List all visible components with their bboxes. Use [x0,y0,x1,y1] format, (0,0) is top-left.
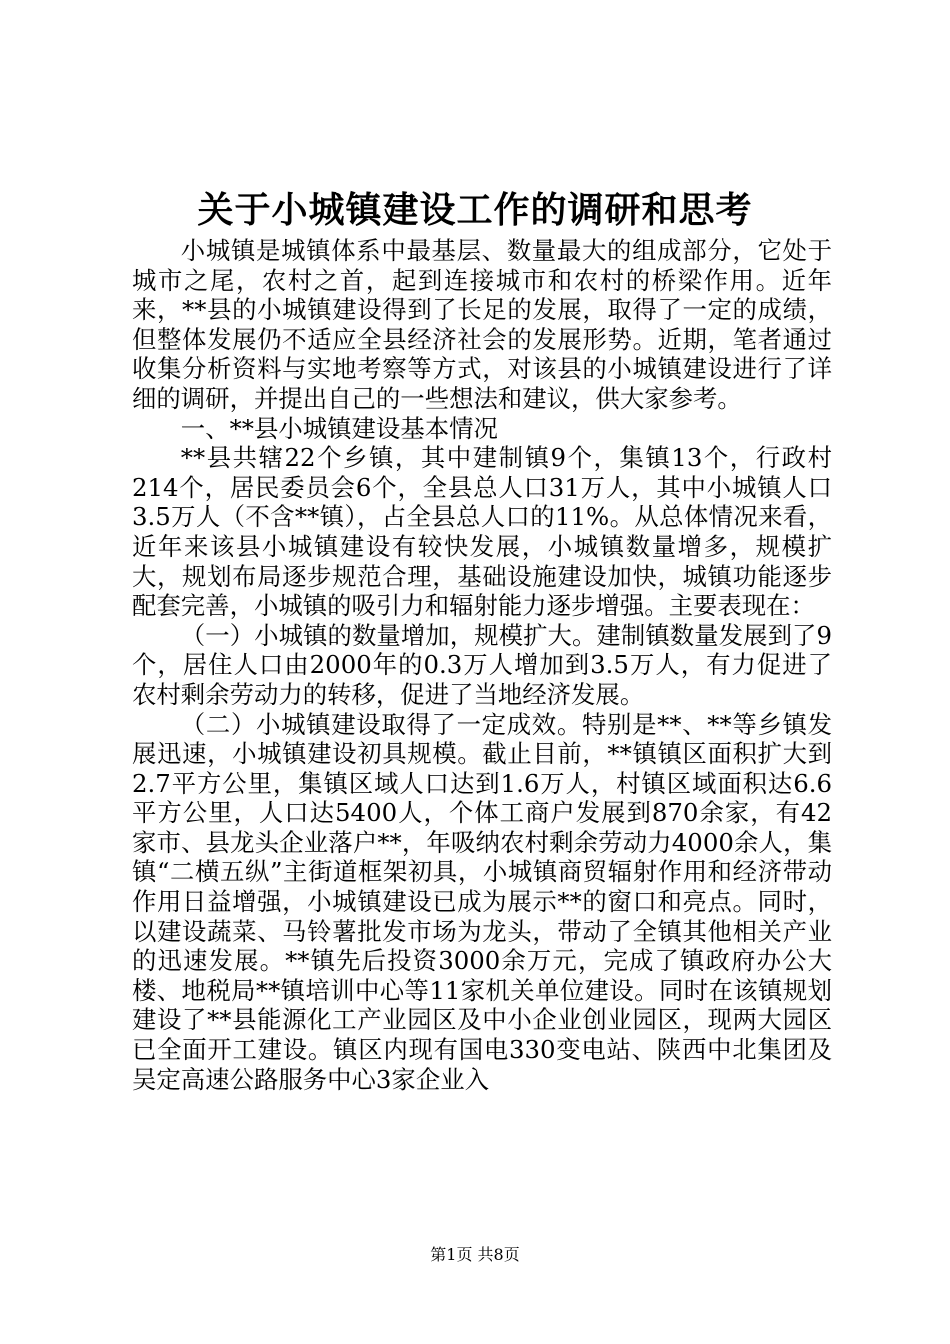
section-heading: 一、**县小城镇建设基本情况 [180,413,498,443]
paragraph-overview: **县共辖22个乡镇，其中建制镇9个，集镇13个，行政村214个，居民委员会6个，全县总人口31万人，其中小城镇人口3.5万人（不含**镇），占全县总人口的11%。从总体情况来看，近年来该县小城镇建设有较快发展，小城镇数量增多，规模扩大，规划布局逐步规范合理，基础设施建设加快，城镇功能逐步配套完善，小城镇的吸引力和辐射能力逐步增强。主要表现在： [132,443,832,621]
paragraph-intro: 小城镇是城镇体系中最基层、数量最大的组成部分，它处于城市之尾，农村之首，起到连接城市和农村的桥梁作用。近年来，**县的小城镇建设得到了长足的发展，取得了一定的成绩，但整体发展仍不适应全县经济社会的发展形势。近期，笔者通过收集分析资料与实地考察等方式，对该县的小城镇建设进行了详细的调研，并提出自己的一些想法和建议，供大家参考。 [132,236,832,413]
document-body [132,236,832,1094]
document-title: 关于小城镇建设工作的调研和思考 [197,189,753,231]
paragraph-point-1: （一）小城镇的数量增加，规模扩大。建制镇数量发展到了9个，居住人口由2000年的0.3万人增加到3.5万人，有力促进了农村剩余劳动力的转移，促进了当地经济发展。 [132,620,832,709]
paragraph-point-2: （二）小城镇建设取得了一定成效。特别是**、**等乡镇发展迅速，小城镇建设初具规模。截止目前，**镇镇区面积扩大到2.7平方公里，集镇区域人口达到1.6万人，村镇区域面积达6.6平方公里，人口达5400人，个体工商户发展到870余家，有42家市、县龙头企业落户**，年吸纳农村剩余劳动力4000余人，集镇“二横五纵”主街道框架初具，小城镇商贸辐射作用和经济带动作用日益增强，小城镇建设已成为展示**的窗口和亮点。同时，以建设蔬菜、马铃薯批发市场为龙头，带动了全镇其他相关产业的迅速发展。**镇先后投资3000余万元，完成了镇政府办公大楼、地税局**镇培训中心等11家机关单位建设。同时在该镇规划建设了**县能源化工产业园区及中小企业创业园区，现两大园区已全面开工建设。镇区内现有国电330变电站、陕西中北集团及吴定高速公路服务中心3家企业入 [132,709,832,1094]
page-footer: 第1页 共8页 [430,1245,520,1264]
